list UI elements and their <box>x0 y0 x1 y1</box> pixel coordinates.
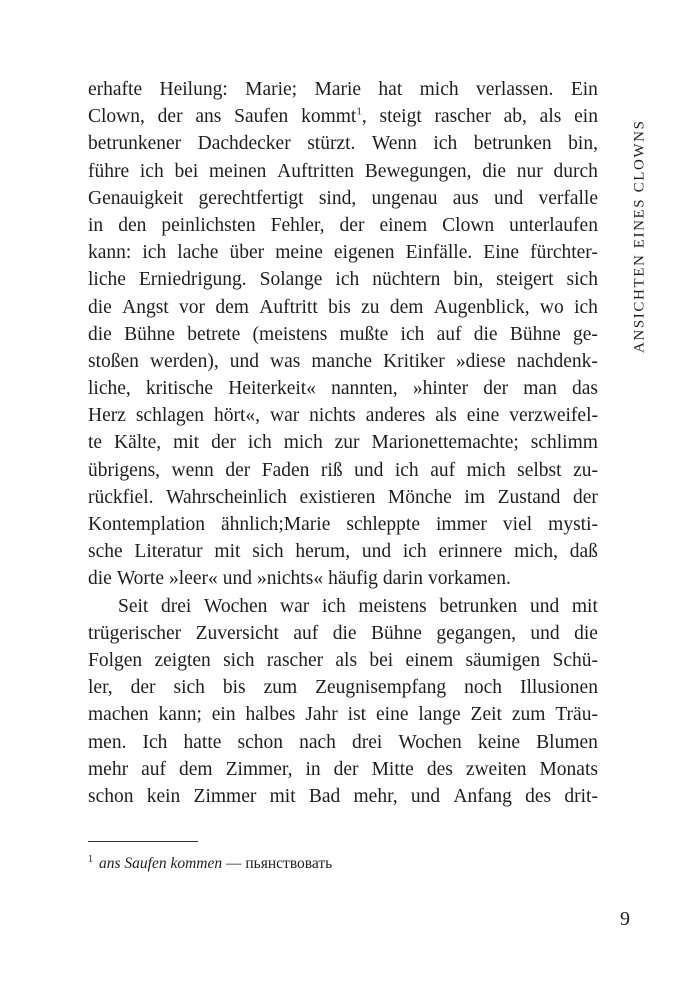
text-line: die Bühne betrete (meistens mußte ich auf die Bühne ge- <box>88 323 598 345</box>
text-line: men. Ich hatte schon nach drei Wochen keine Blumen <box>88 731 598 753</box>
footnote-number: 1 <box>88 853 93 865</box>
text-line: mehr auf dem Zimmer, in der Mitte des zweiten Monats <box>88 758 598 780</box>
text-line: rückfiel. Wahrscheinlich existieren Mönche im Zustand der <box>88 486 598 508</box>
text-line: Folgen zeigten sich rascher als bei einem säumigen Schü- <box>88 649 598 671</box>
text-line: erhafte Heilung: Marie; Marie hat mich verlassen. Ein <box>88 79 598 100</box>
running-head <box>625 88 655 353</box>
text-line: ler, der sich bis zum Zeugnisempfang noch Illusionen <box>88 677 598 699</box>
footnote <box>88 855 332 873</box>
text-line: in den peinlichsten Fehler, der einem Clown unterlaufen <box>88 214 598 236</box>
footnote-term: ans Saufen kommen <box>99 855 223 872</box>
text-line: liche, kritische Heiterkeit« nannten, »hinter der man das <box>88 378 598 400</box>
text-line: kann: ich lache über meine eigenen Einfälle. Eine fürchter- <box>88 242 598 264</box>
footnote-translation: — пьянствовать <box>226 855 333 872</box>
text-line: stoßen werden), und was manche Kritiker »diese nachdenk- <box>88 350 598 372</box>
text-line: übrigens, wenn der Faden riß und ich auf mich selbst zu- <box>88 459 598 481</box>
page-number: 9 <box>620 908 630 930</box>
text-line: liche Erniedrigung. Solange ich nüchtern bin, steigert sich <box>88 269 598 291</box>
text-line: betrunkener Dachdecker stürzt. Wenn ich betrunken bin, <box>88 133 598 155</box>
text-line: Herz schlagen hört«, war nichts anderes als eine verzweifel- <box>88 405 598 427</box>
running-head-text: ANSICHTEN EINES CLOWNS <box>631 119 648 353</box>
footnote-divider <box>88 841 198 842</box>
text-line: führe ich bei meinen Auftritten Bewegungen, die nur durch <box>88 160 598 182</box>
text-line: die Worte »leer« und »nichts« häufig darin vorkamen. <box>88 568 511 590</box>
body-text <box>88 76 598 810</box>
text-line: Seit drei Wochen war ich meistens betrunken und mit <box>118 595 598 617</box>
text-line: die Angst vor dem Auftritt bis zu dem Augenblick, wo ich <box>88 296 598 318</box>
text-line: Genauigkeit gerechtfertigt sind, ungenau aus und verfalle <box>88 187 598 209</box>
text-line: schon kein Zimmer mit Bad mehr, und Anfang des drit- <box>88 785 598 807</box>
text-line: sche Literatur mit sich herum, und ich erinnere mich, daß <box>88 541 598 563</box>
text-line: trügerischer Zuversicht auf die Bühne gegangen, und die <box>88 622 598 644</box>
text-line: te Kälte, mit der ich mich zur Marionettemachte; schlimm <box>88 432 598 454</box>
text-line: Kontemplation ähnlich;Marie schleppte immer viel mysti- <box>88 514 598 535</box>
text-line: machen kann; ein halbes Jahr ist eine lange Zeit zum Träu- <box>88 704 598 726</box>
text-line: Clown, der ans Saufen kommt$^1$, steigt rascher ab, als ein <box>88 105 598 128</box>
